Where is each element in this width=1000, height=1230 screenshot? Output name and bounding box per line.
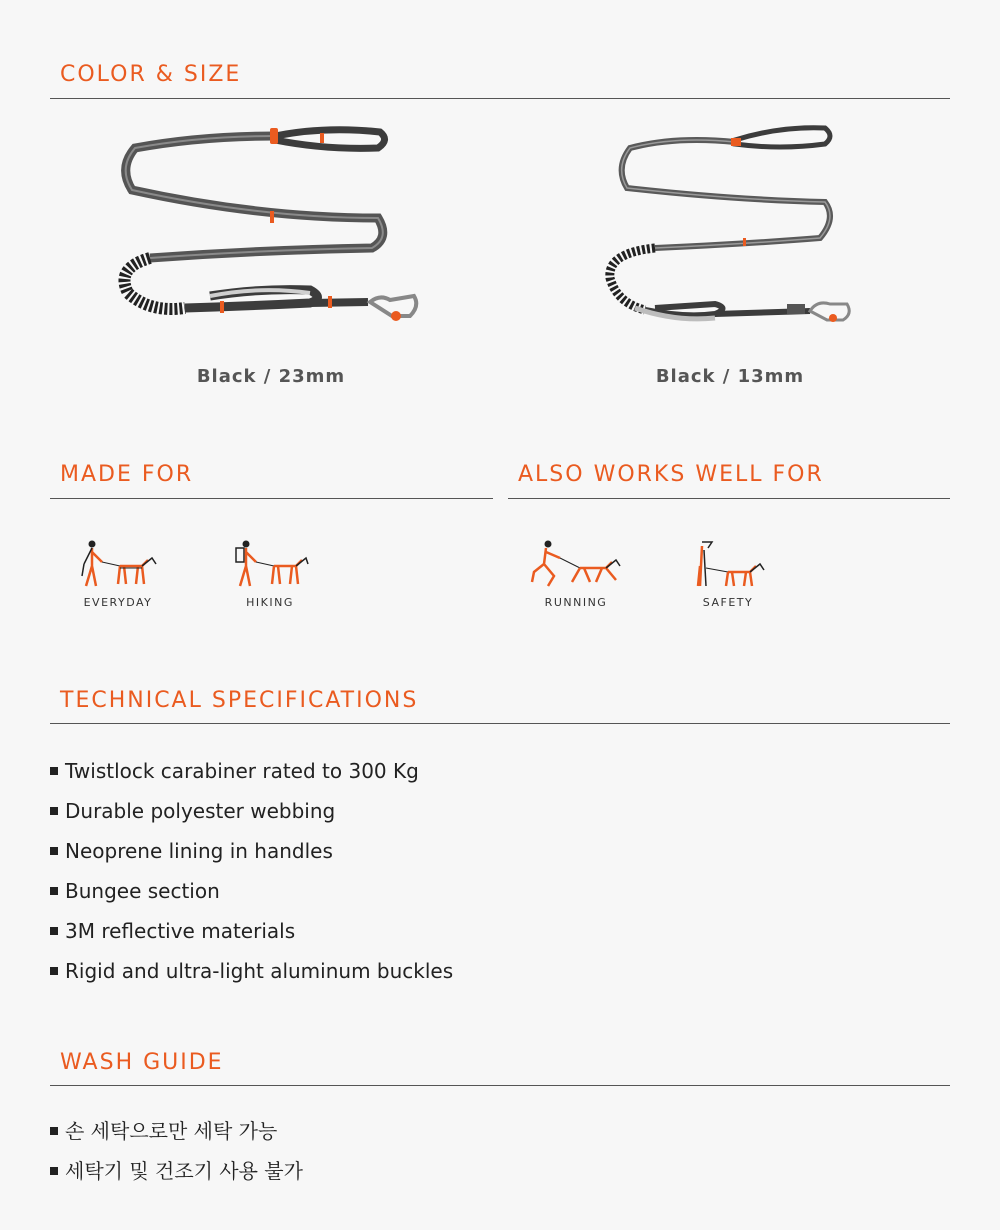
- bullet-icon: [50, 847, 58, 855]
- safety-icon: [688, 538, 768, 592]
- bullet-icon: [50, 927, 58, 935]
- list-item: [50, 951, 453, 991]
- divider: [508, 498, 950, 499]
- bullet-icon: [50, 807, 58, 815]
- everyday-walk-icon: [78, 538, 158, 592]
- spec-text: Twistlock carabiner rated to 300 Kg: [65, 759, 419, 783]
- running-icon: [530, 538, 622, 592]
- divider: [50, 1085, 950, 1086]
- variant-label-23mm: Black / 23mm: [196, 366, 346, 387]
- activity-everyday: [48, 538, 188, 609]
- divider: [50, 723, 950, 724]
- activity-hiking: [200, 538, 340, 609]
- list-item: [50, 791, 453, 831]
- leash-image-13mm: [595, 118, 865, 328]
- bullet-icon: [50, 887, 58, 895]
- bullet-icon: [50, 1127, 58, 1135]
- section-title-made-for: MADE FOR: [60, 462, 194, 487]
- activity-label: SAFETY: [702, 596, 754, 609]
- spec-text: Durable polyester webbing: [65, 799, 336, 823]
- divider: [50, 498, 493, 499]
- list-item: [50, 871, 453, 911]
- section-title-tech-specs: TECHNICAL SPECIFICATIONS: [60, 688, 419, 713]
- spec-text: 3M reflective materials: [65, 919, 296, 943]
- hiking-icon: [230, 538, 310, 592]
- spec-text: Rigid and ultra-light aluminum buckles: [65, 959, 454, 983]
- list-item: [50, 751, 453, 791]
- activity-label: HIKING: [246, 596, 294, 609]
- section-title-also-works: ALSO WORKS WELL FOR: [518, 462, 824, 487]
- activity-running: [506, 538, 646, 609]
- spec-text: Bungee section: [65, 879, 220, 903]
- bullet-icon: [50, 767, 58, 775]
- activity-safety: [658, 538, 798, 609]
- bullet-icon: [50, 967, 58, 975]
- bullet-icon: [50, 1167, 58, 1175]
- wash-text: 손 세탁으로만 세탁 가능: [65, 1119, 278, 1143]
- wash-text: 세탁기 및 건조기 사용 불가: [65, 1159, 303, 1183]
- divider: [50, 98, 950, 99]
- activity-label: RUNNING: [544, 596, 608, 609]
- list-item: [50, 831, 453, 871]
- list-item: [50, 911, 453, 951]
- section-title-color-size: COLOR & SIZE: [60, 62, 242, 87]
- list-item: [50, 1151, 303, 1191]
- list-item: [50, 1111, 303, 1151]
- wash-list: [50, 1111, 303, 1191]
- leash-image-23mm: [110, 118, 430, 328]
- section-title-wash-guide: WASH GUIDE: [60, 1050, 224, 1075]
- spec-list: [50, 751, 453, 991]
- activity-label: EVERYDAY: [83, 596, 153, 609]
- variant-label-13mm: Black / 13mm: [655, 366, 805, 387]
- spec-text: Neoprene lining in handles: [65, 839, 333, 863]
